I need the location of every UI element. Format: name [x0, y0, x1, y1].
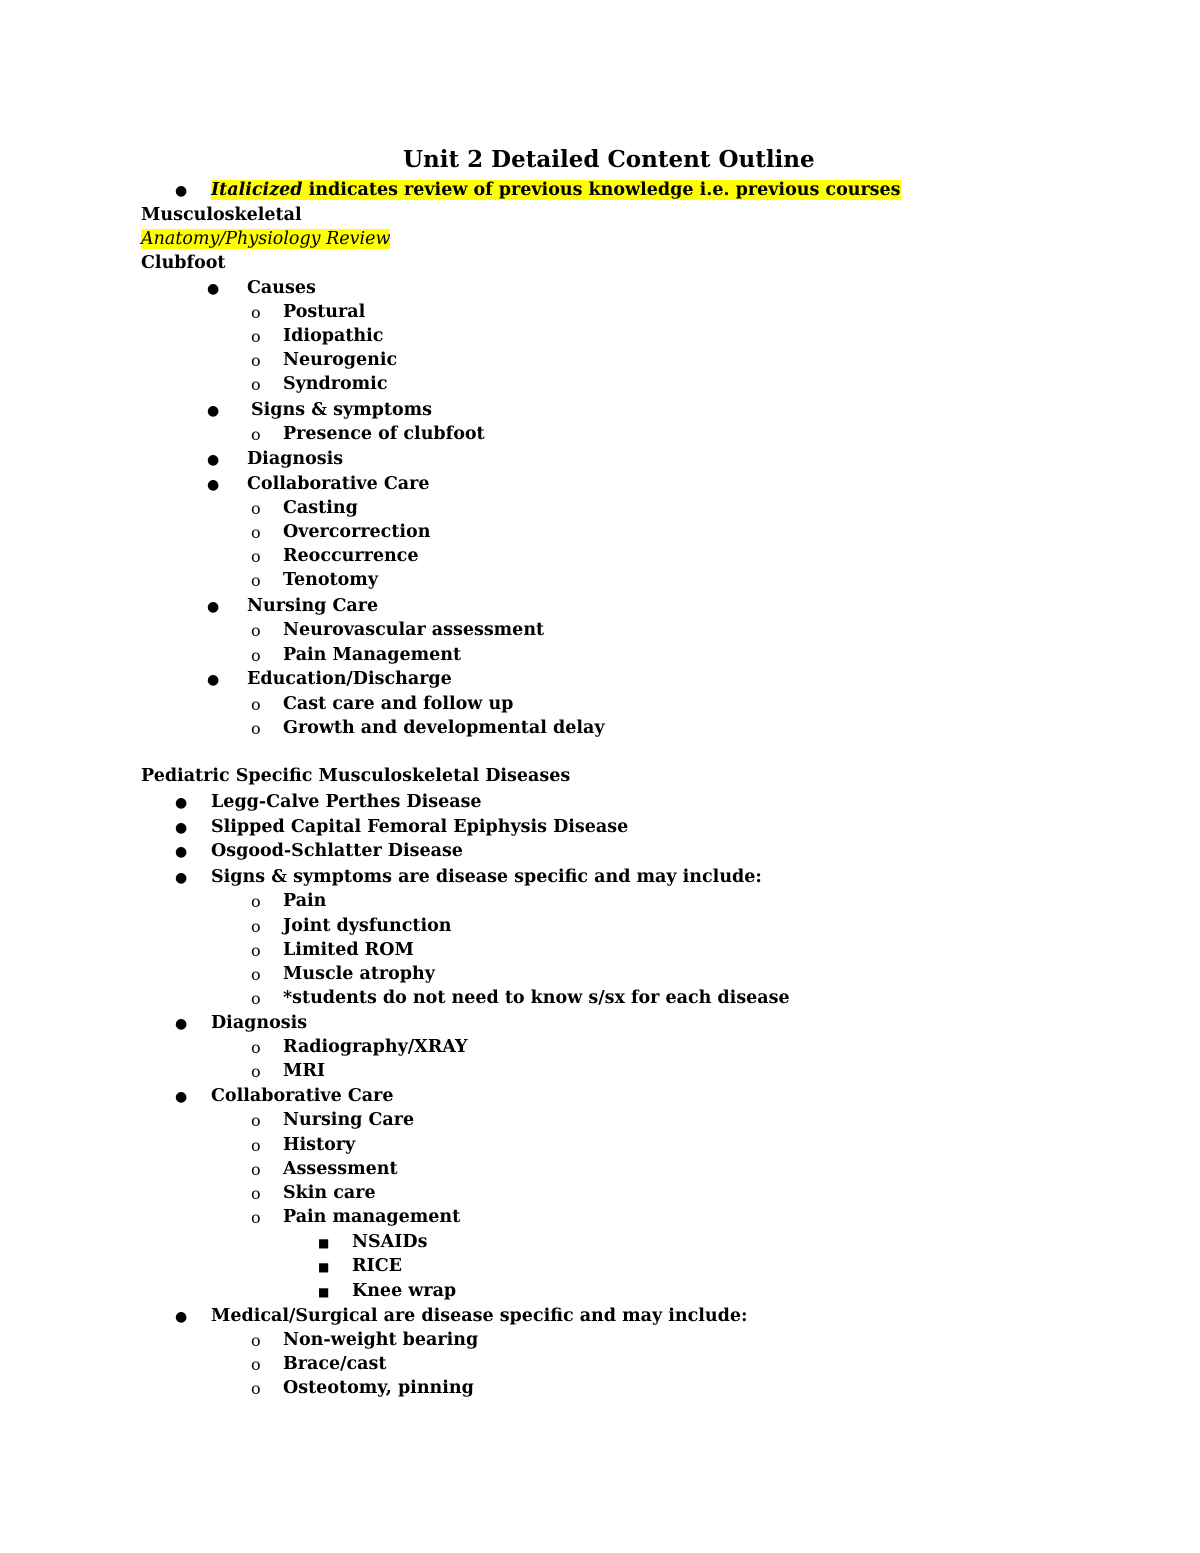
bullet: o [251, 1038, 261, 1057]
list-item: Osteotomy, pinning [283, 1378, 474, 1398]
bullet: ■ [318, 1236, 330, 1250]
bullet: o [251, 351, 261, 370]
bullet: o [251, 1355, 261, 1374]
bullet: ● [207, 281, 220, 297]
bullet: o [251, 1379, 261, 1398]
list-item: Idiopathic [283, 326, 384, 346]
list-item: Signs & symptoms [251, 400, 432, 420]
bullet: o [251, 1062, 261, 1081]
bullet: o [251, 941, 261, 960]
bullet: ● [175, 1089, 188, 1105]
list-item: Limited ROM [283, 940, 414, 960]
bullet: o [251, 1184, 261, 1203]
bullet: o [251, 1331, 261, 1350]
list-item: Slipped Capital Femoral Epiphysis Disease [211, 817, 629, 837]
list-item: Non-weight bearing [283, 1330, 479, 1350]
list-item: Causes [247, 278, 316, 298]
list-item: Tenotomy [283, 570, 378, 590]
topic-clubfoot: Clubfoot [141, 253, 226, 273]
list-item: *students do not need to know s/sx for each disease [283, 988, 790, 1008]
bullet: o [251, 719, 261, 738]
bullet: o [251, 621, 261, 640]
note-line [211, 179, 901, 201]
list-item: History [283, 1135, 356, 1155]
list-item: Pain Management [283, 645, 462, 665]
bullet: o [251, 327, 261, 346]
list-item: MRI [283, 1061, 326, 1081]
bullet: ● [175, 820, 188, 836]
bullet: o [251, 1160, 261, 1179]
bullet: o [251, 1111, 261, 1130]
bullet: ■ [318, 1260, 330, 1274]
list-item: Assessment [283, 1159, 398, 1179]
bullet: o [251, 646, 261, 665]
list-item: Brace/cast [283, 1354, 387, 1374]
bullet: ● [207, 403, 220, 419]
bullet: ● [175, 1309, 188, 1325]
list-item: Education/Discharge [247, 669, 452, 689]
list-item: Postural [283, 302, 366, 322]
list-item: Cast care and follow up [283, 694, 514, 714]
list-item: Knee wrap [352, 1281, 457, 1301]
bullet: o [251, 523, 261, 542]
list-item: Pain [283, 891, 327, 911]
list-item: Collaborative Care [211, 1086, 394, 1106]
list-item: Neurovascular assessment [283, 620, 545, 640]
list-item: Nursing Care [247, 596, 379, 616]
bullet: o [251, 571, 261, 590]
list-item: RICE [352, 1256, 402, 1276]
bullet: ■ [318, 1285, 330, 1299]
bullet: o [251, 425, 261, 444]
list-item: Muscle atrophy [283, 964, 435, 984]
section-heading-musculoskeletal: Musculoskeletal [141, 205, 302, 225]
bullet: ● [207, 452, 220, 468]
bullet: o [251, 965, 261, 984]
section-heading-pediatric: Pediatric Specific Musculoskeletal Diseases [141, 766, 571, 786]
bullet: o [251, 375, 261, 394]
list-item: Skin care [283, 1183, 376, 1203]
list-item: Medical/Surgical are disease specific and may include: [211, 1306, 748, 1326]
list-item: Diagnosis [211, 1013, 308, 1033]
list-item: Reoccurrence [283, 546, 419, 566]
list-item: NSAIDs [352, 1232, 428, 1252]
list-item: Overcorrection [283, 522, 431, 542]
bullet: ● [175, 183, 188, 199]
list-item: Radiography/XRAY [283, 1037, 468, 1057]
bullet: ● [207, 477, 220, 493]
bullet: ● [175, 1016, 188, 1032]
list-item: Diagnosis [247, 449, 344, 469]
list-item: Legg-Calve Perthes Disease [211, 792, 482, 812]
list-item: Syndromic [283, 374, 388, 394]
list-item: Joint dysfunction [283, 916, 452, 936]
list-item: Presence of clubfoot [283, 424, 485, 444]
bullet: o [251, 303, 261, 322]
bullet: ● [207, 599, 220, 615]
list-item: Neurogenic [283, 350, 398, 370]
list-item: Pain management [283, 1207, 461, 1227]
list-item: Growth and developmental delay [283, 718, 605, 738]
bullet: ● [175, 870, 188, 886]
note-text: indicates review of previous knowledge i.e. previous courses [302, 180, 901, 200]
bullet: ● [207, 672, 220, 688]
page-title: Unit 2 Detailed Content Outline [403, 146, 815, 173]
note-italic: Italicized [211, 180, 303, 200]
list-item: Osgood-Schlatter Disease [211, 841, 463, 861]
bullet: o [251, 547, 261, 566]
review-label: Anatomy/Physiology Review [141, 229, 391, 249]
bullet: o [251, 499, 261, 518]
bullet: o [251, 892, 261, 911]
list-item: Collaborative Care [247, 474, 430, 494]
bullet: o [251, 695, 261, 714]
bullet: o [251, 1208, 261, 1227]
bullet: o [251, 1136, 261, 1155]
list-item: Nursing Care [283, 1110, 415, 1130]
bullet: ● [175, 844, 188, 860]
list-item: Signs & symptoms are disease specific and may include: [211, 867, 762, 887]
bullet: o [251, 917, 261, 936]
list-item: Casting [283, 498, 358, 518]
bullet: o [251, 989, 261, 1008]
bullet: ● [175, 795, 188, 811]
